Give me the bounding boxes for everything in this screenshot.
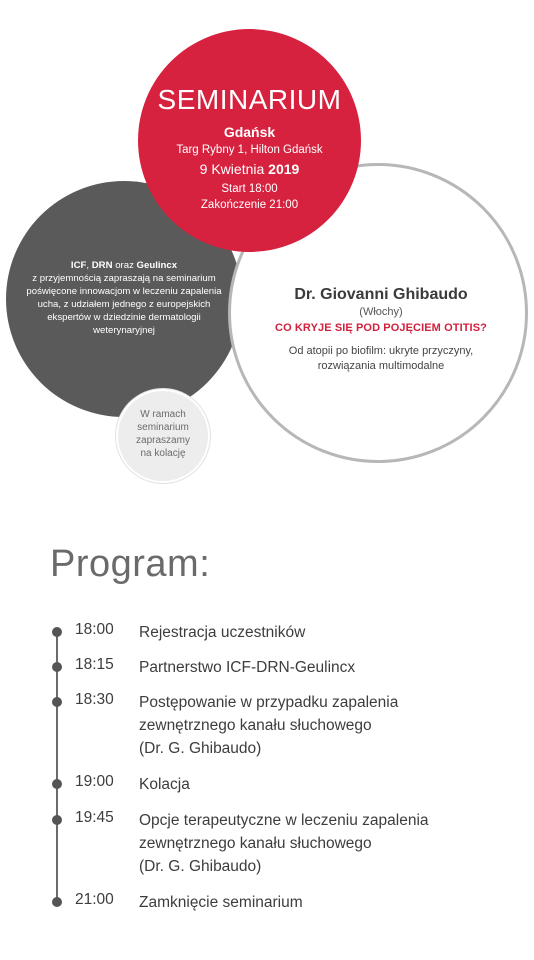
program-desc-line: Partnerstwo ICF-DRN-Geulincx [139, 659, 356, 676]
speaker-block [251, 286, 511, 374]
program-desc-line: Postępowanie w przypadku zapalenia [139, 694, 399, 711]
program-desc-line: zewnętrznego kanału słuchowego [139, 835, 372, 852]
speaker-subtitle [251, 344, 511, 374]
program-desc [139, 891, 509, 914]
timeline-dot-icon [52, 897, 62, 907]
program-time: 18:00 [75, 621, 114, 638]
dinner-line: na kolację [140, 448, 186, 459]
speaker-country: (Włochy) [359, 306, 403, 318]
date-day-month: 9 Kwietnia [199, 161, 265, 177]
seminar-date [138, 161, 361, 177]
program-time: 18:15 [75, 656, 114, 673]
dinner-circle [116, 389, 210, 483]
seminar-address: Targ Rybny 1, Hilton Gdańsk [176, 144, 323, 156]
org-geulincx: Geulincx [136, 260, 178, 271]
program-desc [139, 621, 509, 644]
timeline-dot-icon [52, 662, 62, 672]
program-desc [139, 773, 509, 796]
speaker-name: Dr. Giovanni Ghibaudo [294, 286, 468, 303]
speaker-subtitle-line: rozwiązania multimodalne [317, 360, 445, 372]
timeline-dot-icon [52, 697, 62, 707]
program-desc-line: (Dr. G. Ghibaudo) [139, 858, 262, 875]
seminar-end: Zakończenie 21:00 [200, 199, 299, 211]
dinner-text [126, 408, 200, 460]
org-drn: DRN [91, 260, 113, 271]
program-desc-line: Rejestracja uczestników [139, 624, 306, 641]
speaker-subtitle-line: Od atopii po biofilm: ukryte przyczyny, [288, 345, 474, 357]
program-time: 19:00 [75, 773, 114, 790]
separator: , [86, 260, 92, 271]
timeline-dot-icon [52, 627, 62, 637]
program-time: 18:30 [75, 691, 114, 708]
program-title: Program: [50, 543, 211, 585]
program-desc [139, 656, 509, 679]
dinner-line: W ramach [140, 409, 186, 420]
program-desc-line: Kolacja [139, 776, 190, 793]
program-desc-line: (Dr. G. Ghibaudo) [139, 740, 262, 757]
date-year: 2019 [268, 161, 300, 177]
timeline-dot-icon [52, 815, 62, 825]
invitation-text [26, 259, 222, 337]
seminar-circle [138, 29, 361, 252]
timeline-dot-icon [52, 779, 62, 789]
seminar-city: Gdańsk [223, 124, 276, 140]
program-desc-line: Opcje terapeutyczne w leczeniu zapalenia [139, 812, 429, 829]
seminar-start: Start 18:00 [221, 183, 278, 195]
dinner-line: zapraszamy [136, 435, 190, 446]
seminar-title: SEMINARIUM [157, 84, 342, 115]
dinner-line: seminarium [137, 422, 189, 433]
invitation-body: z przyjemnością zapraszają na seminarium poświęcone innowacjom w leczeniu zapalenia ucha, z udziałem jednego z europejskich ekspertów w dziedzinie dermatologii weterynaryjnej [26, 273, 222, 336]
org-icf: ICF [70, 260, 87, 271]
speaker-topic: CO KRYJE SIĘ POD POJĘCIEM OTITIS? [275, 322, 487, 334]
program-desc [139, 809, 509, 878]
program-time: 21:00 [75, 891, 114, 908]
program-desc-line: zewnętrznego kanału słuchowego [139, 717, 372, 734]
timeline-line [56, 633, 58, 903]
program-time: 19:45 [75, 809, 114, 826]
program-desc-line: Zamknięcie seminarium [139, 894, 303, 911]
separator-oraz: oraz [112, 260, 137, 271]
program-desc [139, 691, 509, 760]
